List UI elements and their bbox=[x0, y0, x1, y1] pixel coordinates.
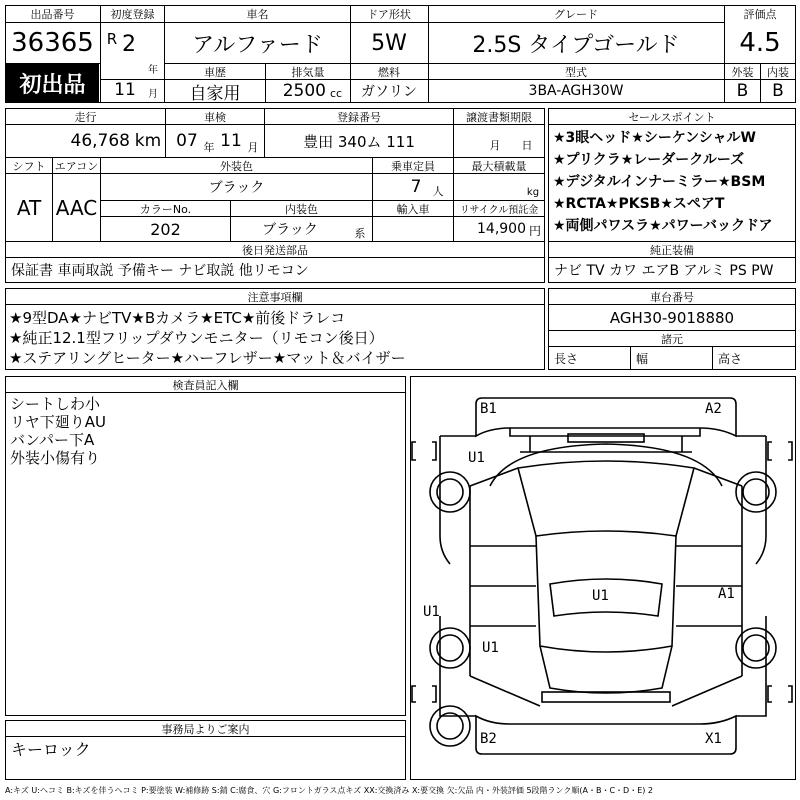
recycle-label: リサイクル預託金 bbox=[454, 201, 544, 216]
color-no-label: カラーNo. bbox=[101, 201, 230, 216]
color-no: 202 bbox=[150, 219, 181, 239]
year-unit: 年 bbox=[148, 64, 158, 74]
caution-list bbox=[9, 308, 543, 368]
history-label: 車歴 bbox=[165, 64, 265, 79]
reg-number-label: 登録番号 bbox=[265, 109, 453, 124]
fuel: ガソリン bbox=[361, 84, 417, 100]
interior-grade: B bbox=[772, 81, 784, 101]
load-label: 最大積載量 bbox=[454, 158, 544, 173]
door-label: ドア形状 bbox=[351, 6, 427, 22]
ext-color: ブラック bbox=[208, 180, 265, 196]
car-name-label: 車名 bbox=[165, 6, 350, 22]
shift: AT bbox=[16, 195, 42, 220]
inspector-note-line: 外装小傷有り bbox=[10, 449, 101, 467]
dims-label: 諸元 bbox=[549, 331, 795, 346]
exterior-grade: B bbox=[736, 81, 749, 101]
inspector-label: 検査員記入欄 bbox=[6, 377, 405, 392]
office-text: キーロック bbox=[11, 739, 91, 759]
inspector-note-line: シートしわ小 bbox=[10, 395, 101, 413]
sales-point-line: ★デジタルインナーミラー★BSM bbox=[553, 174, 766, 190]
month-unit: 月 bbox=[148, 88, 158, 98]
score: 4.5 bbox=[739, 28, 781, 58]
chassis-number: AGH30-9018880 bbox=[609, 308, 735, 327]
damage-mark-b2: B2 bbox=[480, 731, 497, 747]
caution-line: ★純正12.1型フリップダウンモニター（リモコン後日） bbox=[9, 329, 384, 347]
inspector-note-line: バンパー下A bbox=[10, 431, 95, 449]
capacity-unit: 人 bbox=[432, 185, 444, 198]
sales-point-line: ★3眼ヘッド★シーケンシャルW bbox=[553, 130, 756, 146]
inspector-notes bbox=[10, 395, 400, 467]
reg-number: 豊田 340ム 111 bbox=[303, 132, 415, 151]
first-reg-label: 初度登録 bbox=[101, 6, 164, 22]
inspection-month-unit: 月 bbox=[247, 141, 259, 154]
length-label: 長さ bbox=[549, 347, 629, 369]
exterior-grade-label: 外装 bbox=[725, 64, 760, 79]
model: 3BA-AGH30W bbox=[528, 83, 624, 99]
ac-label: エアコン bbox=[54, 159, 99, 173]
listing-number-label: 出品番号 bbox=[6, 6, 99, 22]
damage-mark-u1-front: U1 bbox=[468, 450, 485, 466]
int-color-suffix: 系 bbox=[354, 227, 366, 240]
sales-points-list bbox=[553, 127, 795, 237]
damage-mark-x1: X1 bbox=[705, 731, 722, 747]
displacement-unit: cc bbox=[329, 86, 343, 100]
sales-point-line: ★プリクラ★レーダークルーズ bbox=[553, 152, 745, 168]
damage-mark-a1: A1 bbox=[718, 586, 735, 602]
chassis-label: 車台番号 bbox=[549, 289, 795, 304]
sales-points-label: セールスポイント bbox=[549, 109, 795, 124]
first-reg-month: 11 bbox=[114, 80, 136, 100]
office-label: 事務局よりご案内 bbox=[6, 721, 405, 736]
genuine-equipment-text: ナビ TV カワ エアB アルミ PS PW bbox=[554, 263, 774, 279]
sales-point-line: ★RCTA★PKSB★スペアT bbox=[553, 196, 725, 212]
listing-number: 36365 bbox=[11, 28, 94, 58]
inspection-year: 07 bbox=[176, 131, 198, 151]
caution-label: 注意事項欄 bbox=[6, 289, 544, 304]
grade: 2.5S タイプゴールド bbox=[472, 32, 680, 58]
mileage-label: 走行 bbox=[6, 109, 165, 124]
first-reg-year: 2 bbox=[122, 31, 136, 57]
inspection-label: 車検 bbox=[166, 109, 264, 124]
first-reg-era: R bbox=[106, 30, 118, 48]
inspection-month: 11 bbox=[220, 131, 242, 151]
first-listing-badge: 初出品 bbox=[6, 64, 99, 102]
interior-grade-label: 内装 bbox=[761, 64, 795, 79]
ext-color-label: 外装色 bbox=[101, 158, 372, 173]
history: 自家用 bbox=[189, 83, 241, 102]
later-parts-label: 後日発送部品 bbox=[6, 242, 544, 257]
int-color: ブラック bbox=[262, 222, 318, 238]
grade-label: グレード bbox=[429, 6, 723, 22]
later-parts-text: 保証書 車両取説 予備キー ナビ取説 他リモコン bbox=[11, 263, 309, 279]
damage-mark-u1-rear: U1 bbox=[482, 640, 499, 656]
height-label: 高さ bbox=[713, 347, 795, 369]
capacity-label: 乗車定員 bbox=[373, 158, 453, 173]
displacement: 2500 bbox=[282, 81, 326, 101]
score-label: 評価点 bbox=[725, 6, 795, 22]
transfer-month-unit: 月 bbox=[489, 139, 501, 152]
ac: AAC bbox=[55, 195, 98, 220]
genuine-equipment-label: 純正装備 bbox=[549, 242, 795, 257]
fuel-label: 燃料 bbox=[351, 64, 427, 79]
model-label: 型式 bbox=[429, 64, 723, 79]
width-label: 幅 bbox=[631, 347, 711, 369]
damage-mark-u1-roof: U1 bbox=[592, 588, 609, 604]
recycle-fee: 14,900 bbox=[477, 221, 526, 237]
shift-label: シフト bbox=[6, 158, 52, 173]
car-diagram bbox=[410, 376, 796, 780]
legend: A:キズ U:ヘコミ B:キズを伴うヘコミ P:要塗装 W:補修跡 S:錆 C:腐食、穴 G:フロントガラス点キズ XX:交換済み X:要交換 欠:欠品 内・外装評価 5段階ランク順(A・B・C・D・E) 2 bbox=[5, 785, 654, 795]
recycle-unit: 円 bbox=[528, 223, 541, 238]
caution-line: ★ステアリングヒーター★ハーフレザー★マット＆バイザー bbox=[9, 349, 406, 367]
load-unit: kg bbox=[526, 186, 540, 198]
sales-point-line: ★両側パワスラ★パワーバックドア bbox=[553, 218, 773, 234]
displacement-label: 排気量 bbox=[266, 64, 350, 79]
caution-line: ★9型DA★ナビTV★Bカメラ★ETC★前後ドラレコ bbox=[9, 309, 346, 327]
damage-mark-a2: A2 bbox=[705, 401, 722, 417]
inspector-note-line: リヤ下廻りAU bbox=[10, 413, 106, 431]
car-name: アルファード bbox=[192, 32, 323, 58]
transfer-day-unit: 日 bbox=[521, 139, 533, 152]
transfer-doc-label: 譲渡書類期限 bbox=[454, 109, 544, 124]
mileage: 46,768 bbox=[70, 131, 130, 151]
door-type: 5W bbox=[371, 30, 407, 56]
damage-mark-u1-left: U1 bbox=[423, 604, 440, 620]
import-label: 輸入車 bbox=[373, 201, 453, 216]
int-color-label: 内装色 bbox=[231, 201, 372, 216]
damage-mark-b1: B1 bbox=[480, 401, 497, 417]
mileage-unit: km bbox=[134, 131, 162, 151]
inspection-year-unit: 年 bbox=[203, 141, 215, 154]
capacity: 7 bbox=[410, 177, 422, 197]
